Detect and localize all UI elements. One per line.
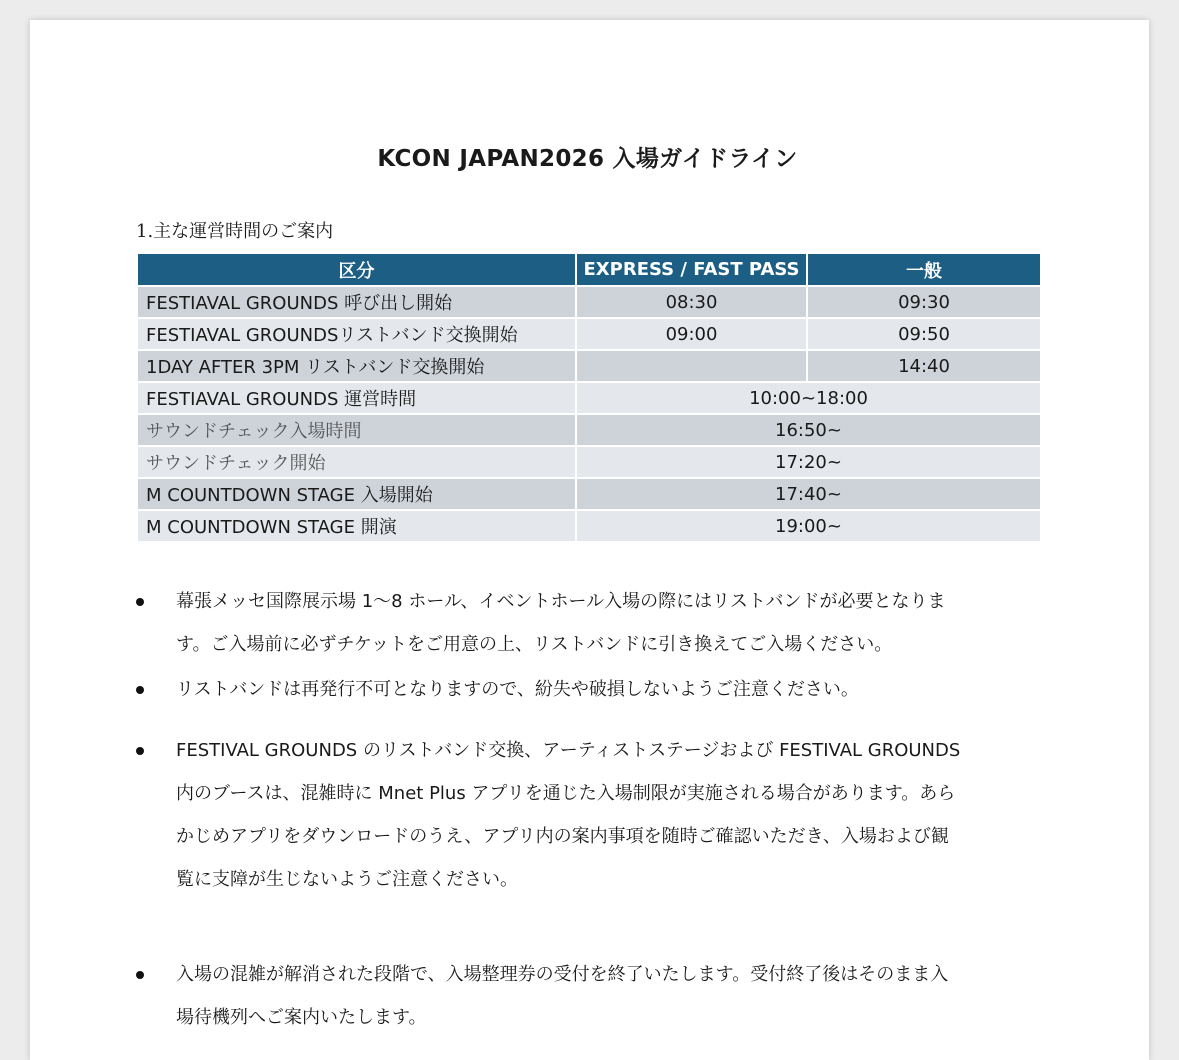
row-label: FESTIAVAL GROUNDS 運営時間 bbox=[137, 382, 576, 414]
merged-time: 17:20~ bbox=[576, 446, 1041, 478]
bullet-icon bbox=[136, 598, 144, 606]
column-header-general: 一般 bbox=[807, 253, 1041, 286]
note-line: 幕張メッセ国際展示場 1〜8 ホール、イベントホール入場の際にはリストバンドが必要となりま bbox=[176, 591, 946, 612]
row-label: サウンドチェック開始 bbox=[137, 446, 576, 478]
general-time: 09:30 bbox=[807, 286, 1041, 318]
note-text bbox=[176, 668, 1046, 711]
table-row bbox=[137, 414, 1041, 446]
merged-time: 19:00~ bbox=[576, 510, 1041, 542]
note-line: 入場の混雑が解消された段階で、入場整理券の受付を終了いたします。受付終了後はそのまま入 bbox=[176, 964, 949, 985]
table-header-row bbox=[137, 253, 1041, 286]
express-time: 09:00 bbox=[576, 318, 807, 350]
document-page bbox=[30, 20, 1149, 1060]
column-header-category: 区分 bbox=[137, 253, 576, 286]
row-label: FESTIAVAL GROUNDSリストバンド交換開始 bbox=[137, 318, 576, 350]
note-text bbox=[176, 729, 1046, 901]
note-line: リストバンドは再発行不可となりますので、紛失や破損しないようご注意ください。 bbox=[176, 679, 859, 700]
note-line: 覧に支障が生じないようご注意ください。 bbox=[176, 869, 518, 890]
note-line: かじめアプリをダウンロードのうえ、アプリ内の案内事項を随時ご確認いただき、入場および観 bbox=[176, 826, 949, 847]
merged-time: 16:50~ bbox=[576, 414, 1041, 446]
row-label: M COUNTDOWN STAGE 開演 bbox=[137, 510, 576, 542]
general-time: 09:50 bbox=[807, 318, 1041, 350]
note-line: 場待機列へご案内いたします。 bbox=[176, 1007, 427, 1028]
note-text bbox=[176, 580, 1046, 666]
document-title: KCON JAPAN2026 入場ガイドライン bbox=[377, 146, 798, 172]
express-time: 08:30 bbox=[576, 286, 807, 318]
table-row bbox=[137, 382, 1041, 414]
table-row bbox=[137, 350, 1041, 382]
column-header-express: EXPRESS / FAST PASS bbox=[576, 253, 807, 286]
note-line: FESTIVAL GROUNDS のリストバンド交換、アーティストステージおよび FESTIVAL GROUNDS bbox=[176, 740, 961, 761]
merged-time: 17:40~ bbox=[576, 478, 1041, 510]
general-time: 14:40 bbox=[807, 350, 1041, 382]
bullet-icon bbox=[136, 686, 144, 694]
table-row bbox=[137, 478, 1041, 510]
note-text bbox=[176, 953, 1046, 1039]
table-row bbox=[137, 286, 1041, 318]
operating-hours-table bbox=[136, 252, 1042, 543]
bullet-icon bbox=[136, 971, 144, 979]
bullet-icon bbox=[136, 747, 144, 755]
table-row bbox=[137, 318, 1041, 350]
note-line: 内のブースは、混雑時に Mnet Plus アプリを通じた入場制限が実施される場合があります。あら bbox=[176, 783, 956, 804]
express-time bbox=[576, 350, 807, 382]
row-label: サウンドチェック入場時間 bbox=[137, 414, 576, 446]
table-row bbox=[137, 510, 1041, 542]
row-label: M COUNTDOWN STAGE 入場開始 bbox=[137, 478, 576, 510]
row-label: 1DAY AFTER 3PM リストバンド交換開始 bbox=[137, 350, 576, 382]
merged-time: 10:00~18:00 bbox=[576, 382, 1041, 414]
table-row bbox=[137, 446, 1041, 478]
note-line: す。ご入場前に必ずチケットをご用意の上、リストバンドに引き換えてご入場ください。 bbox=[176, 634, 893, 655]
section-heading: 1.主な運営時間のご案内 bbox=[136, 221, 334, 242]
row-label: FESTIAVAL GROUNDS 呼び出し開始 bbox=[137, 286, 576, 318]
